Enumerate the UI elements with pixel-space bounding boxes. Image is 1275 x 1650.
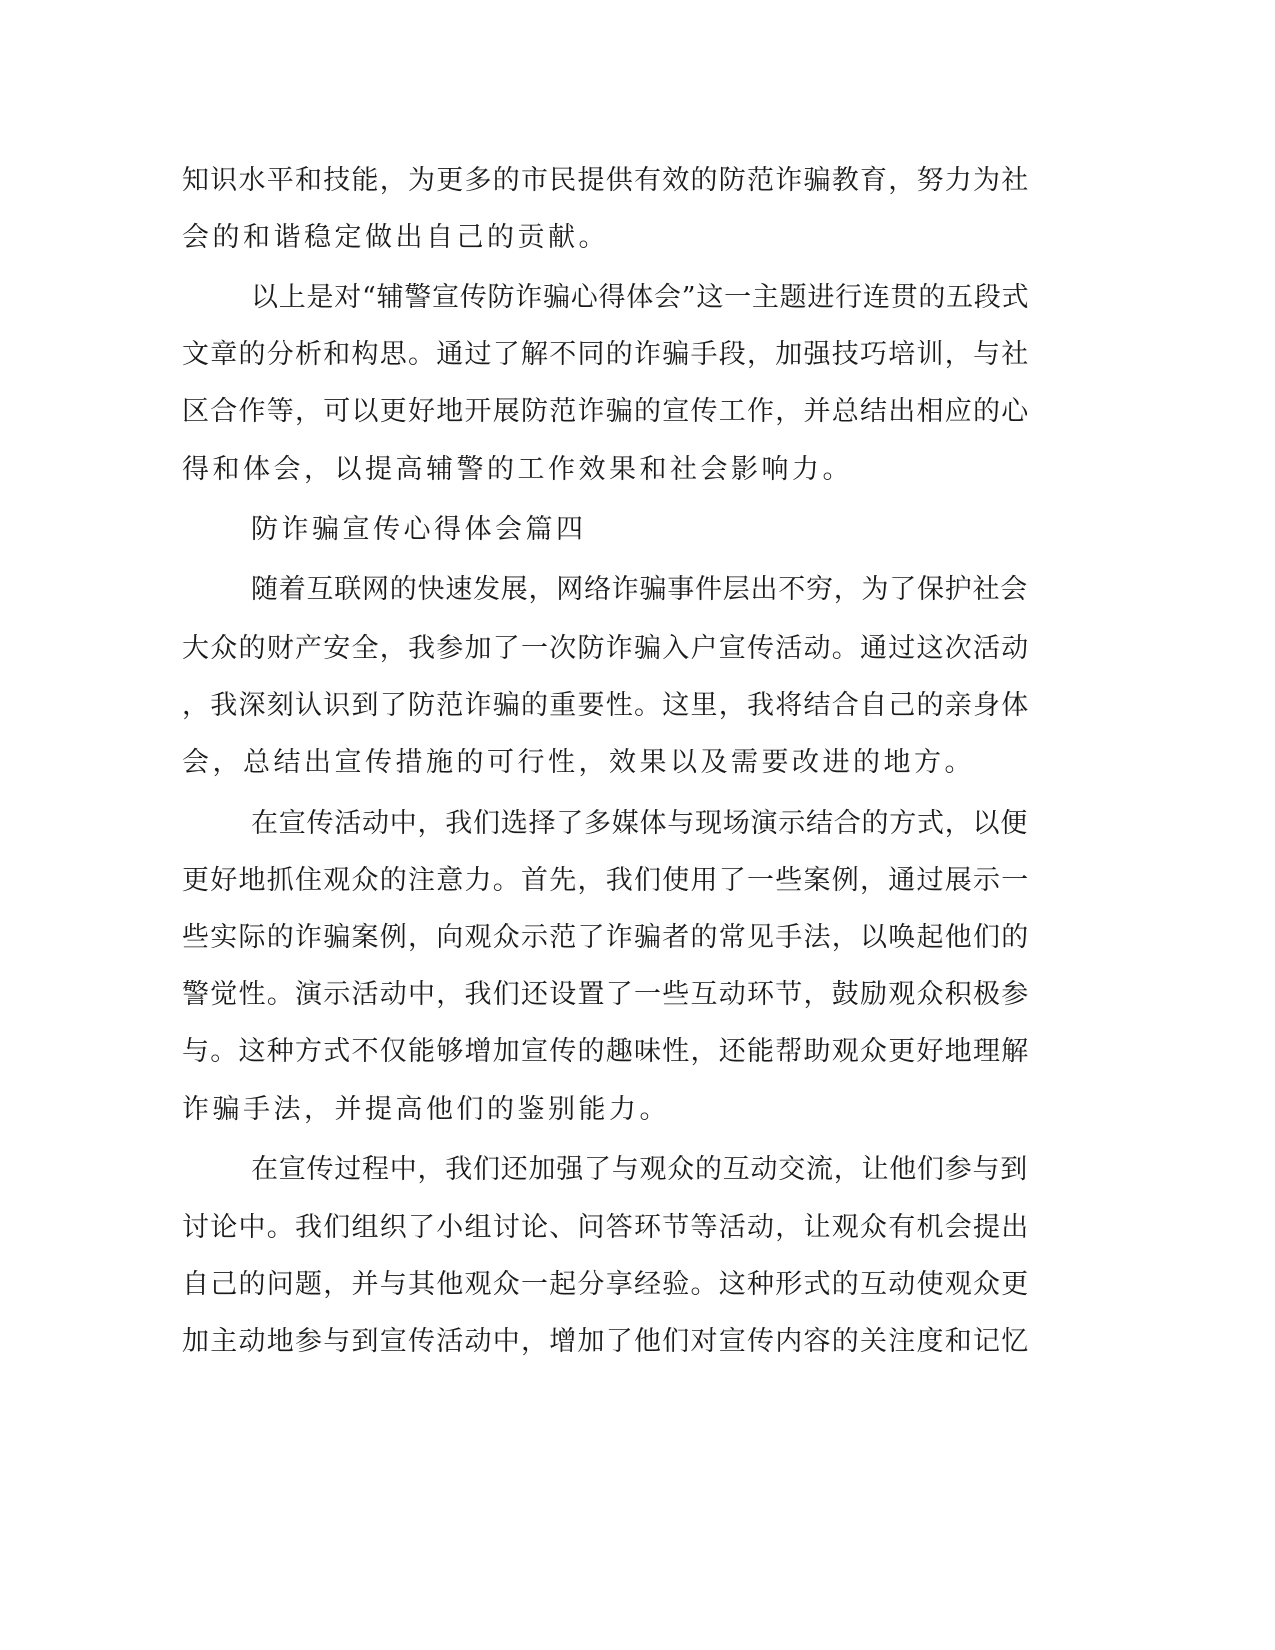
- text-line: 讨论中。我们组织了小组讨论、问答环节等活动，让观众有机会提出: [182, 1212, 1030, 1243]
- text-line: 与。这种方式不仅能够增加宣传的趣味性，还能帮助观众更好地理解: [182, 1036, 1030, 1067]
- section-heading: 防诈骗宣传心得体会篇四: [251, 514, 587, 545]
- text-line: 自己的问题，并与其他观众一起分享经验。这种形式的互动使观众更: [182, 1269, 1030, 1300]
- text-line: 知识水平和技能，为更多的市民提供有效的防范诈骗教育，努力为社: [182, 165, 1030, 196]
- text-line: 警觉性。演示活动中，我们还设置了一些互动环节，鼓励观众积极参: [182, 979, 1030, 1010]
- text-line: 在宣传活动中，我们选择了多媒体与现场演示结合的方式，以便: [251, 808, 1028, 839]
- text-line: 随着互联网的快速发展，网络诈骗事件层出不穷，为了保护社会: [251, 574, 1028, 605]
- text-line: 更好地抓住观众的注意力。首先，我们使用了一些案例，通过展示一: [182, 865, 1030, 896]
- text-line: 会，总结出宣传措施的可行性，效果以及需要改进的地方。: [182, 747, 975, 778]
- text-line: 区合作等，可以更好地开展防范诈骗的宣传工作，并总结出相应的心: [182, 396, 1030, 427]
- text-line: ，我深刻认识到了防范诈骗的重要性。这里，我将结合自己的亲身体: [182, 690, 1030, 721]
- text-line: 会的和谐稳定做出自己的贡献。: [182, 222, 609, 253]
- text-line: 加主动地参与到宣传活动中，增加了他们对宣传内容的关注度和记忆: [182, 1326, 1030, 1357]
- text-line: 以上是对“辅警宣传防诈骗心得体会”这一主题进行连贯的五段式: [251, 282, 1030, 313]
- text-line: 些实际的诈骗案例，向观众示范了诈骗者的常见手法，以唤起他们的: [182, 922, 1030, 953]
- text-line: 大众的财产安全，我参加了一次防诈骗入户宣传活动。通过这次活动: [182, 633, 1030, 664]
- text-line: 得和体会，以提高辅警的工作效果和社会影响力。: [182, 454, 853, 485]
- text-line: 文章的分析和构思。通过了解不同的诈骗手段，加强技巧培训，与社: [182, 339, 1030, 370]
- text-line: 在宣传过程中，我们还加强了与观众的互动交流，让他们参与到: [251, 1154, 1028, 1185]
- text-line: 诈骗手法，并提高他们的鉴别能力。: [182, 1094, 670, 1125]
